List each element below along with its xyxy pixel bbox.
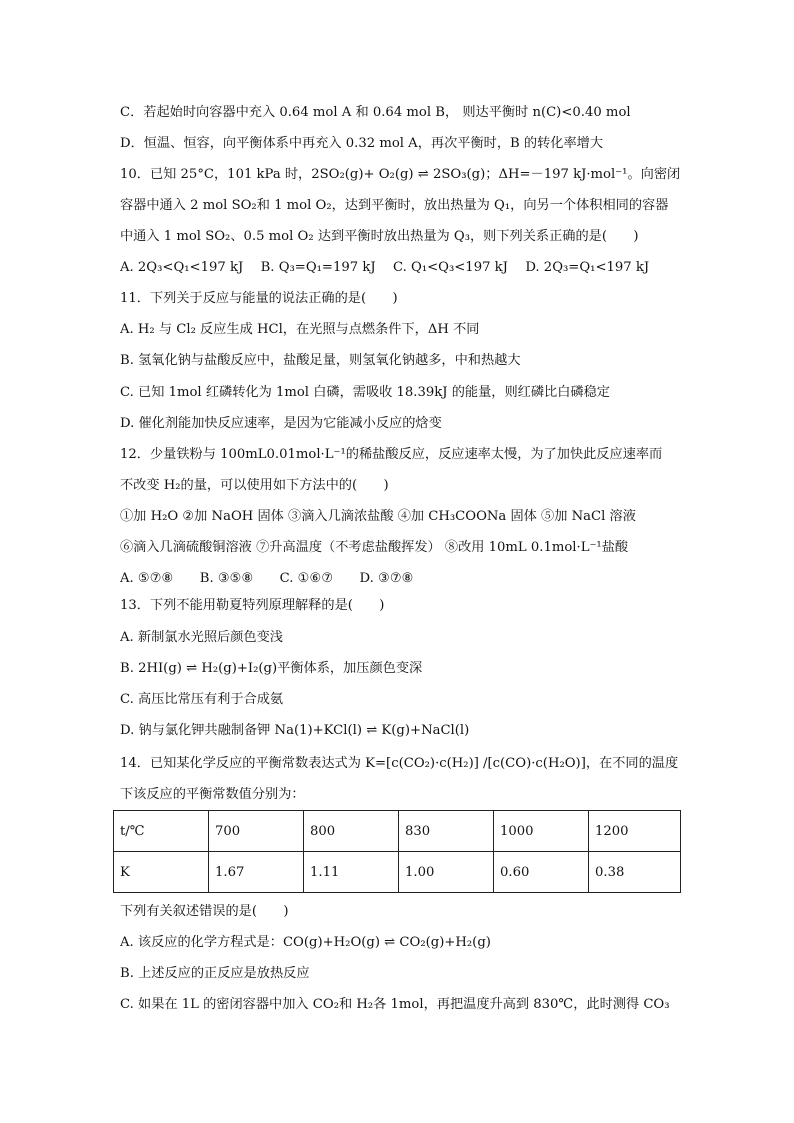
option-11c: C. 已知 1mol 红磷转化为 1mol 白磷，需吸收 18.39kJ 的能量，则红磷比白磷稳定: [120, 385, 610, 400]
option-13c: C. 高压比常压有利于合成氨: [120, 692, 284, 707]
question-14-line-3: 下列有关叙述错误的是( ): [120, 904, 289, 919]
option-11b: B. 氢氧化钠与盐酸反应中，盐酸足量，则氢氧化钠越多，中和热越大: [120, 353, 521, 368]
option-14a: A. 该反应的化学方程式是：CO(g)+H₂O(g) ⇌ CO₂(g)+H₂(g): [120, 935, 491, 950]
option-9c: C．若起始时向容器中充入 0.64 mol A 和 0.64 mol B， 则达平衡时 n(C)<0.40 mol: [120, 105, 631, 120]
question-10-line-3: 中通入 1 mol SO₂、0.5 mol O₂ 达到平衡时放出热量为 Q₃，则下列关系正确的是( ): [120, 229, 639, 244]
question-12-methods-1: ①加 H₂O ②加 NaOH 固体 ③滴入几滴浓盐酸 ④加 CH₃COONa 固体 ⑤加 NaCl 溶液: [120, 509, 636, 524]
table-cell: 1200: [589, 811, 681, 852]
table-cell: 0.60: [494, 852, 589, 893]
table-cell: 830: [399, 811, 494, 852]
table-row: [114, 811, 681, 852]
table-cell: 0.38: [589, 852, 681, 893]
question-10-line-1: 10．已知 25°C，101 kPa 时，2SO₂(g)+ O₂(g) ⇌ 2SO₃(g)；ΔH=－197 kJ·mol⁻¹。向密闭: [120, 167, 681, 182]
question-10-options: A. 2Q₃<Q₁<197 kJ B. Q₃=Q₁=197 kJ C. Q₁<Q₃<197 kJ D. 2Q₃=Q₁<197 kJ: [120, 260, 650, 275]
table-cell: 1000: [494, 811, 589, 852]
question-14-line-2: 下该反应的平衡常数值分别为：: [120, 787, 305, 802]
option-13d: D. 钠与氯化钾共融制备钾 Na(1)+KCl(l) ⇌ K(g)+NaCl(l): [120, 723, 470, 738]
question-13-stem: 13．下列不能用勒夏特列原理解释的是( ): [120, 598, 385, 613]
option-11a: A. H₂ 与 Cl₂ 反应生成 HCl，在光照与点燃条件下，ΔH 不同: [120, 322, 480, 337]
table-cell: 800: [304, 811, 399, 852]
table-cell: 1.67: [209, 852, 304, 893]
table-cell: 1.11: [304, 852, 399, 893]
option-14b: B. 上述反应的正反应是放热反应: [120, 966, 310, 981]
table-row: [114, 852, 681, 893]
question-12-options: A. ⑤⑦⑧ B. ③⑤⑧ C. ①⑥⑦ D. ③⑦⑧: [120, 571, 414, 586]
table-cell: K: [114, 852, 209, 893]
equilibrium-constant-table: [113, 810, 681, 893]
question-14-line-1: 14．已知某化学反应的平衡常数表达式为 K=[c(CO₂)·c(H₂)] /[c(CO)·c(H₂O)]，在不同的温度: [120, 756, 679, 771]
option-9d: D．恒温、恒容，向平衡体系中再充入 0.32 mol A，再次平衡时，B 的转化率增大: [120, 136, 604, 151]
option-13a: A. 新制氯水光照后颜色变浅: [120, 630, 283, 645]
question-12-line-1: 12．少量铁粉与 100mL0.01mol·L⁻¹的稀盐酸反应，反应速率太慢，为了加快此反应速率而: [120, 447, 663, 462]
table-cell: 700: [209, 811, 304, 852]
table-cell: 1.00: [399, 852, 494, 893]
question-10-line-2: 容器中通入 2 mol SO₂和 1 mol O₂，达到平衡时，放出热量为 Q₁，向另一个体积相同的容器: [120, 198, 669, 213]
question-12-line-2: 不改变 H₂的量，可以使用如下方法中的( ): [120, 478, 389, 493]
option-13b: B. 2HI(g) ⇌ H₂(g)+I₂(g)平衡体系，加压颜色变深: [120, 661, 423, 676]
question-12-methods-2: ⑥滴入几滴硫酸铜溶液 ⑦升高温度（不考虑盐酸挥发） ⑧改用 10mL 0.1mol·L⁻¹盐酸: [120, 540, 629, 555]
option-11d: D. 催化剂能加快反应速率，是因为它能减小反应的焓变: [120, 416, 442, 431]
table-cell: t/℃: [114, 811, 209, 852]
question-11-stem: 11．下列关于反应与能量的说法正确的是( ): [120, 291, 398, 306]
option-14c: C. 如果在 1L 的密闭容器中加入 CO₂和 H₂各 1mol，再把温度升高到 830℃，此时测得 CO₃: [120, 997, 670, 1012]
